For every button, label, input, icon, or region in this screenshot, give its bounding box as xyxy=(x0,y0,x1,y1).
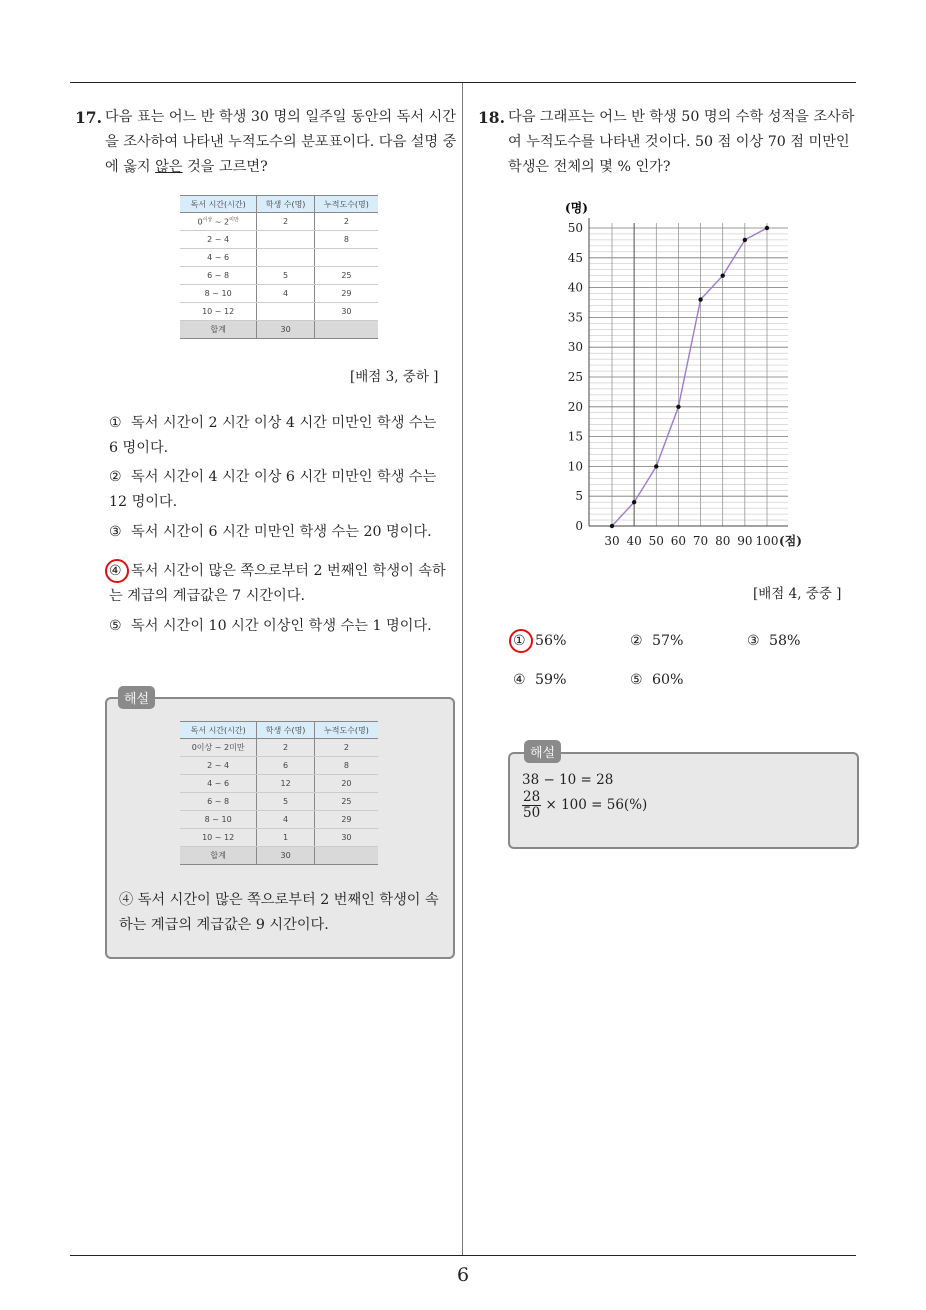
question-17 xyxy=(75,105,457,180)
page-number: 6 xyxy=(456,1264,470,1286)
table-total-row: 합계 30 xyxy=(180,847,378,865)
frequency-table xyxy=(180,195,378,339)
score-meta: [배점 3, 중하 ] xyxy=(350,369,439,385)
question-number: 17. xyxy=(75,108,102,127)
option-5[interactable]: ⑤ 독서 시간이 10 시간 이상인 학생 수는 1 명이다. xyxy=(109,618,432,634)
data-point xyxy=(765,226,769,230)
y-tick-label: 0 xyxy=(575,519,583,533)
y-tick-label: 35 xyxy=(567,310,583,325)
x-tick-label: 60 xyxy=(670,534,687,548)
solution-tag: 해설 xyxy=(524,740,561,763)
table-row: 6 ~ 8 5 25 xyxy=(180,267,378,285)
option-5[interactable]: ⑤ 60% xyxy=(630,672,684,688)
y-axis-label: (명) xyxy=(565,201,588,215)
option-3[interactable]: ③ 58% xyxy=(747,633,801,649)
x-axis-label: (점) xyxy=(779,534,802,548)
question-stem: 다음 그래프는 어느 반 학생 50 명의 수학 성적을 조사하여 누적도수를 나타낸 것이다. 50 점 이상 70 점 미만인 학생은 전체의 몇 % 인가? xyxy=(508,109,855,175)
table-header: 학생 수(명) xyxy=(257,196,315,213)
option-1[interactable]: ① 독서 시간이 2 시간 이상 4 시간 미만인 학생 수는 6 명이다. xyxy=(109,415,437,456)
x-tick-label: 80 xyxy=(715,534,731,548)
table-row: 8 ~ 10 4 29 xyxy=(180,811,378,829)
table-row: 2 ~ 4 8 xyxy=(180,231,378,249)
table-row: 6 ~ 8 5 25 xyxy=(180,793,378,811)
table-header: 누적도수(명) xyxy=(314,722,378,739)
x-tick-label: 70 xyxy=(692,534,709,548)
table-header: 학생 수(명) xyxy=(257,722,315,739)
table-row: 2 ~ 4 6 8 xyxy=(180,757,378,775)
y-tick-label: 40 xyxy=(567,280,583,295)
table-header: 독서 시간(시간) xyxy=(180,722,257,739)
table-header: 독서 시간(시간) xyxy=(180,196,257,213)
chart-grid xyxy=(589,223,788,526)
solution-table xyxy=(180,721,378,865)
x-tick-label: 30 xyxy=(604,534,620,548)
table-row: 4 ~ 6 xyxy=(180,249,378,267)
answer-circle-mark xyxy=(105,559,129,583)
x-tick-label: 50 xyxy=(648,534,664,548)
data-point xyxy=(721,273,725,277)
table-row: 10 ~ 12 30 xyxy=(180,303,378,321)
answer-circle-mark xyxy=(509,629,533,653)
cumulative-frequency-chart xyxy=(555,195,815,555)
solution-line-2: $\frac{28}{50}$ × 100 = 56(%) xyxy=(523,789,648,821)
data-point xyxy=(698,297,702,301)
bottom-rule xyxy=(70,1255,856,1256)
table-row: $0^{이상}$ ~ $2^{미만}$ 2 2 xyxy=(180,213,378,231)
solution-text: ④ 독서 시간이 많은 쪽으로부터 2 번째인 학생이 속하는 계급의 계급값은 9 시간이다. xyxy=(119,892,439,933)
option-4[interactable]: ④ 59% xyxy=(513,672,567,688)
table-row: 8 ~ 10 4 29 xyxy=(180,285,378,303)
y-tick-label: 25 xyxy=(567,370,583,384)
question-number: 18. xyxy=(478,108,505,127)
option-4[interactable]: ④ 독서 시간이 많은 쪽으로부터 2 번째인 학생이 속하는 계급의 계급값은 7 시간이다. xyxy=(109,563,446,604)
option-3[interactable]: ③ 독서 시간이 6 시간 미만인 학생 수는 20 명이다. xyxy=(109,524,432,540)
column-divider xyxy=(462,83,463,1255)
top-rule xyxy=(70,82,856,83)
x-tick-label: 100 xyxy=(755,534,779,548)
data-point xyxy=(654,464,658,468)
x-tick-label: 90 xyxy=(737,534,753,548)
data-point xyxy=(610,524,614,528)
y-tick-label: 45 xyxy=(567,250,583,265)
data-point xyxy=(632,500,636,504)
solution-tag: 해설 xyxy=(118,686,155,709)
table-header: 누적도수(명) xyxy=(314,196,378,213)
y-tick-label: 30 xyxy=(567,340,583,355)
option-2[interactable]: ② 57% xyxy=(630,633,684,649)
table-row: 4 ~ 6 12 20 xyxy=(180,775,378,793)
data-point xyxy=(676,405,680,409)
table-row: 0이상 ~ 2미만 2 2 xyxy=(180,739,378,757)
y-tick-label: 5 xyxy=(575,489,583,504)
y-tick-label: 10 xyxy=(567,459,583,474)
question-stem: 다음 표는 어느 반 학생 30 명의 일주일 동안의 독서 시간을 조사하여 나타낸 누적도수의 분포표이다. 다음 설명 중에 옳지 않은 것을 고르면? xyxy=(105,109,457,175)
data-point xyxy=(743,238,747,242)
chart-axes xyxy=(589,218,788,526)
option-2[interactable]: ② 독서 시간이 4 시간 이상 6 시간 미만인 학생 수는 12 명이다. xyxy=(109,469,437,510)
y-tick-label: 15 xyxy=(567,429,583,444)
question-18 xyxy=(478,105,860,180)
solution-line-1: 38 − 10 = 28 xyxy=(522,772,614,788)
table-total-row: 합계 30 xyxy=(180,321,378,339)
option-1[interactable]: ① 56% xyxy=(513,633,567,649)
score-meta: [배점 4, 중중 ] xyxy=(753,586,842,602)
y-tick-label: 20 xyxy=(567,399,583,414)
x-tick-label: 40 xyxy=(626,534,642,548)
table-row: 10 ~ 12 1 30 xyxy=(180,829,378,847)
y-tick-label: 50 xyxy=(567,221,583,235)
